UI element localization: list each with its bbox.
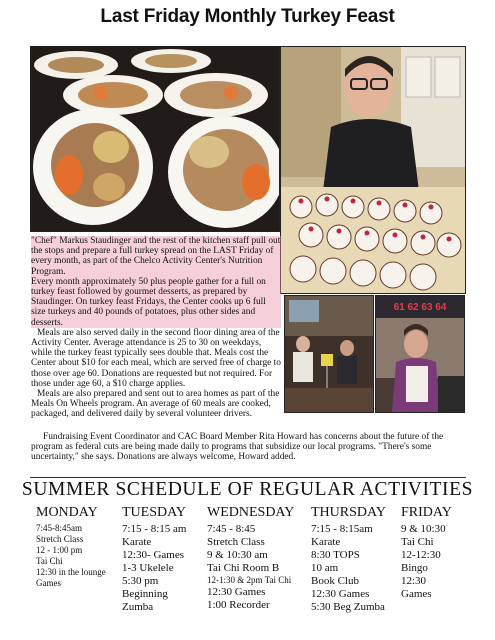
schedule-line: 7:15 - 8:15am: [311, 523, 373, 535]
schedule-line: 12:30 Games: [311, 588, 370, 600]
day-name: FRIDAY: [401, 505, 452, 520]
schedule-line: 9 & 10:30: [401, 523, 446, 535]
schedule-line: 7:45 - 8:45: [207, 523, 256, 535]
page-title: Last Friday Monthly Turkey Feast: [100, 6, 395, 27]
article-paragraph-2: Meals are also served daily in the second floor dining area of the Activity Center. Average attendance is 25 to 30 on weekdays, while the turkey feast typically sees double that. Meals cost the Center about $10 for each meal, which are served free of charge to those over age 60. Donations are requested but not required. For those under age 60, a $10 charge applies.: [31, 327, 281, 389]
schedule-line: Tai Chi Room B: [207, 562, 280, 574]
section-divider: [30, 477, 466, 478]
article-paragraph-4: Fundraising Event Coordinator and CAC Board Member Rita Howard has concerns about the future of the program as federal cuts are being made daily to programs that subsidize our local programs. "There's some uncertainty," she says. Donations are always welcome, Howard added.: [31, 432, 444, 463]
server-photo: [375, 295, 465, 413]
schedule-line: 12-1:30 & 2pm Tai Chi: [207, 575, 292, 585]
article-paragraph-3: Meals are also prepared and sent out to area homes as part of the Meals On Wheels program. An average of 60 meals are cooked, packaged, and delivered daily by several volunteer drivers.: [31, 389, 280, 420]
schedule-line: 8:30 TOPS: [311, 549, 360, 561]
schedule-day-friday: [401, 505, 465, 601]
sign-number-text: 61 62 63 64: [393, 302, 447, 313]
schedule-day-monday: [36, 505, 122, 589]
article-full-width: [31, 432, 467, 463]
schedule-line: Zumba: [122, 601, 154, 613]
schedule-line: Games: [401, 588, 432, 600]
day-name: TUESDAY: [122, 505, 187, 520]
schedule-line: 9 & 10:30 am: [207, 549, 268, 561]
schedule-line: 12:30 in the lounge: [36, 567, 106, 577]
schedule-line: Bingo: [401, 562, 428, 574]
turkey-dinner-photo: [30, 46, 280, 232]
day-name: THURSDAY: [311, 505, 386, 520]
schedule-line: Stretch Class: [36, 534, 84, 544]
schedule-line: Karate: [311, 536, 341, 548]
schedule-line: Tai Chi: [36, 556, 63, 566]
day-name: MONDAY: [36, 505, 98, 520]
schedule-line: Tai Chi: [401, 536, 434, 548]
schedule-line: Book Club: [311, 575, 359, 587]
schedule-line: 12 - 1:00 pm: [36, 545, 83, 555]
schedule-line: 10 am: [311, 562, 339, 574]
schedule-title: SUMMER SCHEDULE OF REGULAR ACTIVITIES: [21, 479, 474, 500]
schedule-line: Games: [36, 578, 61, 588]
schedule-line: Karate: [122, 536, 152, 548]
schedule-line: 12:30 Games: [207, 586, 266, 598]
schedule-line: 7:15 - 8:15 am: [122, 523, 187, 535]
schedule-line: 1:00 Recorder: [207, 599, 270, 611]
schedule-line: 5:30 Beg Zumba: [311, 601, 385, 613]
schedule-day-thursday: [311, 505, 397, 614]
article-column: [31, 236, 281, 420]
article-paragraph-1b: Every month approximately 50 plus people gather for a full on turkey feast followed by gourmet desserts, as prepared by Staudinger. On turkey feast Fridays, the Center cooks up 6 full size turkeys and 40 pounds of potatoes, plus other sides and desserts.: [31, 277, 281, 328]
schedule-line: Beginning: [122, 588, 168, 600]
schedule-line: 7:45-8:45am: [36, 523, 82, 533]
schedule-line: 12:30- Games: [122, 549, 185, 561]
music-group-photo: [284, 295, 374, 413]
schedule-day-wednesday: [207, 505, 307, 612]
schedule-line: 12-12:30: [401, 549, 441, 561]
schedule-line: Stretch Class: [207, 536, 265, 548]
article-paragraph-1a: "Chef" Markus Staudinger and the rest of the kitchen staff pull out the stops and prepare a full turkey spread on the LAST Friday of every month, as part of the Chelco Activity Center's Nutrition Program.: [31, 236, 281, 277]
schedule-line: 1-3 Ukelele: [122, 562, 174, 574]
chef-desserts-photo: [280, 46, 466, 294]
day-name: WEDNESDAY: [207, 505, 295, 520]
schedule-line: 12:30: [401, 575, 427, 587]
schedule-day-tuesday: [122, 505, 204, 614]
schedule-line: 5:30 pm: [122, 575, 159, 587]
